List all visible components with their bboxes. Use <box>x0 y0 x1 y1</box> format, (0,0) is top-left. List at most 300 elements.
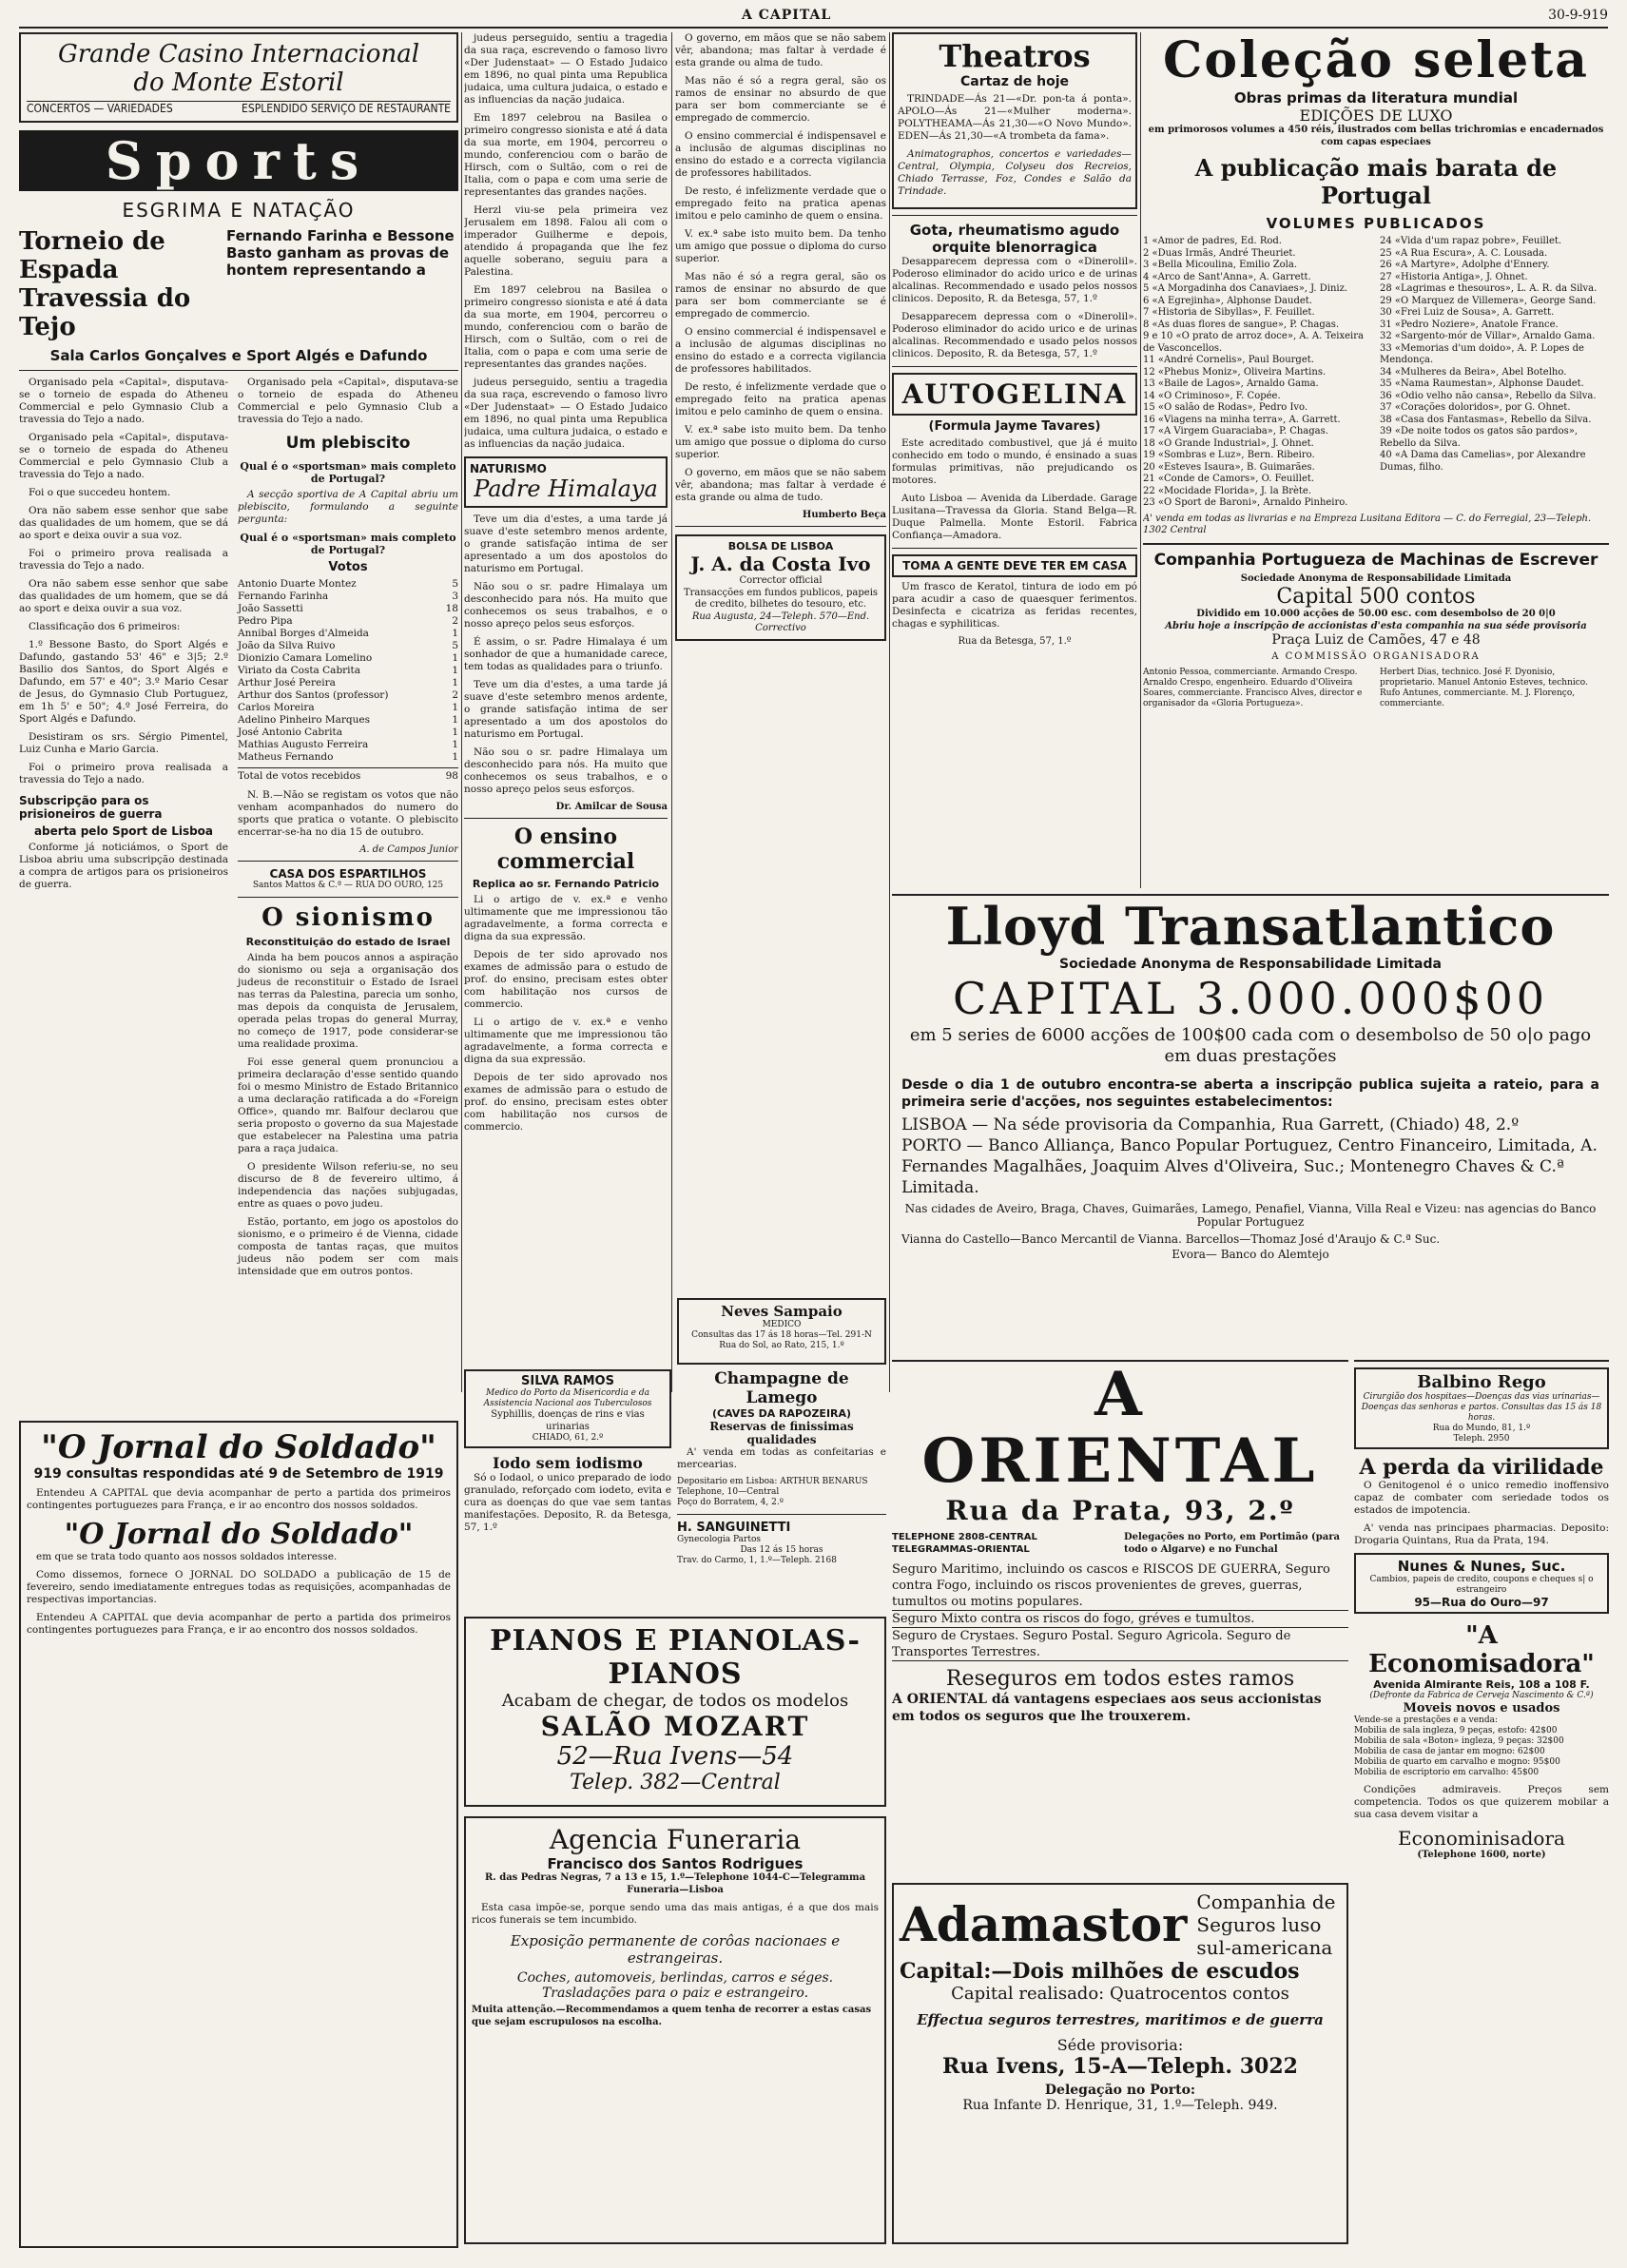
colecao-list-right <box>1380 236 1609 510</box>
colecao-sub1: Obras primas da literatura mundial <box>1233 89 1519 107</box>
silva-sub: Medico do Porto da Misericordia e da Assistencia Nacional aos Tuberculosos <box>483 1388 652 1408</box>
oriental-title: A ORIENTAL <box>921 1359 1319 1497</box>
sionismo-p1: Ainda ha bem poucos annos a aspiração do sionismo ou seja a organisação dos judeus de reconstituir o Estado de Israel nas terras da Palestina, parecia um sonho, mas depois da conquista de Jerusalem, operada pelas tropas do general Murray, no começo de 1917, pode considerar-se uma realidade proxima. <box>238 952 458 1050</box>
colecao-volume: 7 «Historia de Sibyllas», F. Feuillet. <box>1143 307 1315 318</box>
maquinas-members-right: Herbert Dias, technico. José F. Dyonisio, proprietario. Manuel Antonio Esteves, technico. Rufo Antunes, commerciante. M. J. Florenço, commerciante. <box>1380 667 1588 708</box>
adamastor-sede: Rua Ivens, 15-A—Teleph. 3022 <box>942 2054 1298 2079</box>
vote-count: 1 <box>452 702 458 713</box>
maquinas-members-left: Antonio Pessoa, commerciante. Armando Crespo. Arnaldo Crespo, engenheiro. Eduardo d'Oliveira Soares, commerciante. Francisco Alves, director e organisador da «Gloria Portugueza». <box>1143 667 1363 708</box>
economisadora-item: Mobilia de sala «Boton» ingleza, 9 peças: 32$00 <box>1354 1736 1564 1746</box>
casino-title-2: do Monte Estoril <box>133 68 344 97</box>
colecao-volume: 15 «O salão de Rodas», Pedro Ivo. <box>1143 402 1308 413</box>
colecao-volume: 18 «O Grande Industrial», J. Ohnet. <box>1143 437 1314 449</box>
colecao-volume: 1 «Amor de padres, Ed. Rod. <box>1143 236 1282 246</box>
neves-sub: MEDICO <box>762 1320 802 1329</box>
maquinas-capital: Capital 500 contos <box>1276 585 1476 609</box>
bolsa-ad <box>675 534 886 641</box>
votes-total-label: Total de votos recebidos <box>238 770 361 782</box>
vote-count: 1 <box>452 652 458 664</box>
economisadora-addr: Avenida Almirante Reis, 108 a 108 F. <box>1373 1678 1590 1691</box>
autogelina-title-box <box>892 373 1137 416</box>
c3-p1b: O governo, em mãos que se não sabem vêr, abandona; mas faltar à verdade é esta grande ou alma de tudo. <box>675 467 886 503</box>
neves-address: Rua do Sol, ao Rato, 215, 1.º <box>719 1341 844 1350</box>
vote-name: Arthur José Pereira <box>238 677 336 688</box>
column-sports <box>19 32 458 2248</box>
colecao-volume: 17 «A Virgem Guaraciaba», P. Chagas. <box>1143 426 1328 436</box>
sports-p1b: Organisado pela «Capital», disputava-se o torneio de espada do Atheneu Commercial e pelo Gymnasio Club a travessia do Tejo a nado. <box>19 432 228 480</box>
silva-ad <box>464 1369 671 1448</box>
subscricao-body: Conforme já noticiámos, o Sport de Lisboa abriu uma subscripção destinada a compra de artigos para os prisioneiros de guerra. <box>19 842 228 890</box>
c3-p4: De resto, é infelizmente verdade que o empregado feito na pratica apenas imitou e pelo caminho de quem o ensina. <box>675 185 886 222</box>
column-rule <box>889 32 890 1392</box>
vote-count: 1 <box>452 628 458 639</box>
economisadora-items <box>1354 1716 1609 1778</box>
sports-p5: Classificação dos 6 primeiros: <box>29 621 181 632</box>
casino-sub-left: CONCERTOS — VARIEDADES <box>27 102 173 115</box>
virilidade-deposito: A' venda nas principaes pharmacias. Deposito: Drogaria Quintans, Rua da Prata, 194. <box>1354 1522 1609 1546</box>
c3-p5b: V. ex.ª sabe isto muito bem. Da tenho um amigo que possue o diploma do curso superior. <box>675 424 886 460</box>
bolsa-sub2: Transacções em fundos publicos, papeis de credito, bilhetes do tesouro, etc. <box>683 587 879 610</box>
nunes-title: Nunes & Nunes, Suc. <box>1397 1558 1566 1575</box>
colecao-volume: 23 «O Sport de Baroni», Arnaldo Pinheiro. <box>1143 497 1348 508</box>
votes-list <box>238 578 458 764</box>
economisadora-sub: Moveis novos e usados <box>1403 1701 1560 1716</box>
economisadora-item: Mobilia de sala ingleza, 9 peças, estofo: 42$00 <box>1354 1726 1558 1735</box>
jornal-p1b: Entendeu A CAPITAL que devia acompanhar de perto a partida dos primeiros contingentes portuguezes para França, e ir ao encontro dos nossos soldados. <box>27 1612 451 1636</box>
adamastor-realisado: Capital realisado: Quatrocentos contos <box>951 1984 1289 2004</box>
autogelina-subtitle: (Formula Jayme Tavares) <box>928 419 1101 434</box>
casino-title-1: Grande Casino Internacional <box>57 40 420 68</box>
colecao-footer: A' venda em todas as livrarias e na Empreza Lusitana Editora — C. do Ferregial, 23—Teleph. 1302 Central <box>1143 513 1592 535</box>
colecao-volume: 28 «Lagrimas e thesouros», L. A. R. da Silva. <box>1380 283 1598 294</box>
theatros-subtitle: Cartaz de hoje <box>959 74 1070 89</box>
c3-p4b: De resto, é infelizmente verdade que o empregado feito na pratica apenas imitou e pelo caminho de quem o ensina. <box>675 381 886 417</box>
champagne-body: A' venda em todas as confeitarias e mercearias. <box>677 1446 886 1470</box>
vote-name: Carlos Moreira <box>238 702 315 713</box>
vote-name: Mathias Augusto Ferreira <box>238 739 369 750</box>
vote-count: 2 <box>452 689 458 701</box>
gente-body: Um frasco de Keratol, tintura de iodo em pó para acudir a caso de quaesquer ferimentos. Desinfecta e cicatriza as feridas recentes, chagas e syphiliticas. <box>892 581 1137 630</box>
colecao-volume: 6 «A Egrejinha», Alphonse Daudet. <box>1143 295 1312 306</box>
jornal-p2: em que se trata todo quanto aos nossos soldados interesse. <box>36 1551 338 1562</box>
subscricao-title: Subscripção para os prisioneiros de guerra <box>19 794 163 821</box>
column-rule <box>671 32 672 1392</box>
balbino-body: Cirurgião dos hospitaes—Doenças das vias urinarias—Doenças das senhoras e partos. Consultas das 15 ás 18 horas. <box>1361 1392 1602 1423</box>
bolsa-address: Rua Augusta, 24—Teleph. 570—End. Correctivo <box>691 611 870 633</box>
c3-p3: O ensino commercial é indispensavel e a inclusão de algumas disciplinas no ensino do estado e a correcta vigilancia de professores habilitados. <box>675 130 886 179</box>
lloyd-vianna: Vianna do Castello—Banco Mercantil de Vianna. Barcellos—Thomaz José d'Araujo & C.ª Suc. <box>901 1232 1441 1246</box>
vote-count: 1 <box>452 677 458 688</box>
maquinas-com: A COMMISSÃO ORGANISADORA <box>1271 651 1481 662</box>
ensino-signature: Humberto Beça <box>802 510 886 520</box>
c2-p1b: judeus perseguido, sentiu a tragedia da sua raça, escrevendo o famoso livro «Der Judenstaat» — O Estado Judaico em 1896, no qual pinta uma Republica judaica, uma cultura judaica, o estado e as influencias da nação judaica. <box>464 377 668 450</box>
sports-p6: Desistiram os srs. Sérgio Pimentel, Luiz Cunha e Mario Garcia. <box>19 731 228 755</box>
gente-title: TOMA A GENTE DEVE TER EM CASA <box>892 554 1137 577</box>
naturismo-p1: Teve um dia d'estes, a uma tarde já suave d'este setembro menos ardente, o grande satisfação intima de ser apresentado a um dos apostolos do naturismo em Portugal. <box>464 514 668 574</box>
ensino-p1: Li o artigo de v. ex.ª e venho ultimamente que me impressionou tão agradavelmente, a forma correcta e digna da sua expressão. <box>464 894 668 942</box>
oriental-lines <box>892 1561 1348 1661</box>
champagne-phone: Telephone, 10—Central <box>677 1487 780 1497</box>
vote-name: Arthur dos Santos (professor) <box>238 689 389 701</box>
colecao-volume: 12 «Phebus Moniz», Oliveira Martins. <box>1143 366 1327 378</box>
colecao-volume: 35 «Nama Raumestan», Alphonse Daudet. <box>1380 378 1584 389</box>
pianos-salon: SALÃO MOZART <box>540 1711 810 1742</box>
oriental-tel: TELEPHONE 2808-CENTRAL TELEGRAMMAS-ORIENTAL <box>892 1532 1037 1555</box>
autogelina-body: Este acreditado combustivel, que já é muito conhecido em todo o mundo, é ensinado a suas formulas primitivas, não prejudicando os motores. <box>892 437 1137 486</box>
naturismo-signature: Dr. Amilcar de Sousa <box>555 802 668 812</box>
oriental-deleg: Delegações no Porto, em Portimão (para todo o Algarve) e no Funchal <box>1124 1532 1340 1555</box>
adamastor-deleg: Rua Infante D. Henrique, 31, 1.º—Teleph. 949. <box>962 2098 1278 2113</box>
vote-count: 1 <box>452 727 458 738</box>
balbino-phone: Teleph. 2950 <box>1453 1434 1510 1444</box>
vote-row <box>238 739 458 751</box>
bolsa-name: J. A. da Costa Ivo <box>690 552 871 575</box>
silva-title: SILVA RAMOS <box>521 1374 614 1388</box>
iodismo-title: Iodo sem iodismo <box>493 1454 643 1472</box>
colecao-volume: 19 «Sombras e Luz», Bern. Ribeiro. <box>1143 450 1315 460</box>
espartilhos-title: CASA DOS ESPARTILHOS <box>269 867 427 881</box>
column-rule <box>1140 32 1141 888</box>
neves-body: Consultas das 17 ás 18 horas—Tel. 291-N <box>691 1330 872 1340</box>
jornal-p1: Entendeu A CAPITAL que devia acompanhar de perto a partida dos primeiros contingentes portuguezes para França, e ir ao encontro dos nossos soldados. <box>27 1487 451 1511</box>
c2-p1: judeus perseguido, sentiu a tragedia da sua raça, escrevendo o famoso livro «Der Judenstaat» — O Estado Judaico em 1896, no qual pinta uma Republica judaica, uma cultura judaica, o estado e as influencias da nação judaica. <box>464 32 668 106</box>
vote-row <box>238 677 458 689</box>
jornal-title-2: "O Jornal do Soldado" <box>64 1518 414 1551</box>
nunes-addr: 95—Rua do Ouro—97 <box>1414 1596 1549 1609</box>
sports-headline-sub: Sala Carlos Gonçalves e Sport Algés e Dafundo <box>49 347 428 364</box>
gota-body-2: Desapparecem depressa com o «Dinerolil». Poderoso eliminador do acido urico e de urinas alcalinas. Recommendado e usado pelos nossos clinicos. Deposito, R. da Betesga, 57, 1.º <box>892 311 1137 359</box>
balbino-ad <box>1354 1367 1609 1449</box>
maquinas-sub: Sociedade Anonyma de Responsabilidade Limitada <box>1240 572 1512 584</box>
vote-name: João da Silva Ruivo <box>238 640 336 651</box>
sanguinetti-name: H. SANGUINETTI <box>677 1521 791 1535</box>
vote-count: 18 <box>445 603 458 614</box>
colecao-title: Coleção seleta <box>1163 32 1589 89</box>
sanguinetti-spec: Gynecologia Partos <box>677 1535 761 1544</box>
funeraria-address: R. das Pedras Negras, 7 a 13 e 15, 1.º—Telephone 1044-C—Telegramma Funeraria—Lisboa <box>484 1872 866 1895</box>
naturismo-p2: Não sou o sr. padre Himalaya um desconhecido para nós. Ha muito que conhecemos os seus trabalhos, e o nosso apreço pelos seus esforços. <box>464 581 668 630</box>
vote-row <box>238 689 458 702</box>
vote-count: 3 <box>452 591 458 602</box>
funeraria-coches: Coches, automoveis, berlindas, carros e séges. Trasladações para o paiz e estrangeiro. <box>516 1970 834 2001</box>
vote-name: Matheus Fernando <box>238 751 334 763</box>
gota-subtitle: orquite blenorragica <box>932 239 1097 256</box>
colecao-volume: 38 «Casa dos Fantasmas», Rebello da Silva. <box>1380 414 1592 425</box>
funeraria-attn: Muita attenção.—Recommendamos a quem tenha de recorrer a estas casas que sejam escrupulosos na escolha. <box>472 2005 872 2027</box>
vote-name: Antonio Duarte Montez <box>238 578 357 590</box>
vote-row <box>238 727 458 739</box>
sionismo-subtitle: Reconstituição do estado de Israel <box>245 936 451 948</box>
naturismo-label: NATURISMO <box>470 462 547 475</box>
vote-count: 1 <box>452 739 458 750</box>
sionismo-p2: Foi esse general quem pronunciou a primeira declaração d'esse sentido quando foi o mesmo Ministro de Estado Britannico a uma declaração ratificada a do «Foreign Office», quando mr. Balfour declarou que seria proposto o governo da sua Majestade que estabelecer na Palestina uma patria para a raça judaica. <box>238 1056 458 1154</box>
c2-p2: Em 1897 celebrou na Basilea o primeiro congresso sionista e até á data da sua morte, em 1904, percorreu o mundo, conferenciou com o barão de Hirsch, com o Sultão, com o rei de Italia, com o papa e com uma serie de representantes das grandes nações. <box>464 112 668 198</box>
gota-body: Desapparecem depressa com o «Dinerolil». Poderoso eliminador do acido urico e de urinas alcalinas. Recommendado e usado pelos nossos clinicos. Deposito, R. da Betesga, 57, 1.º <box>892 256 1137 304</box>
gota-title: Gota, rheumatismo agudo <box>909 222 1120 239</box>
funeraria-exp: Exposição permanente de corôas nacionaes e estrangeiras. <box>510 1932 841 1967</box>
colecao-volume: 9 e 10 «O prato de arroz doce», A. A. Teixeira de Vasconcellos. <box>1143 331 1364 354</box>
plebiscito-title: Um plebiscito <box>285 434 411 453</box>
lloyd-title: Lloyd Transatlantico <box>945 896 1556 957</box>
silva-body: Syphillis, doenças de rins e vias urinarias <box>491 1409 645 1432</box>
plebiscito-article <box>238 377 458 1284</box>
colecao-volume: 33 «Memorias d'um doido», A. P. Lopes de Mendonça. <box>1380 342 1584 365</box>
funeraria-ad <box>464 1816 886 2244</box>
column-rule <box>461 32 462 1392</box>
funeraria-owner: Francisco dos Santos Rodrigues <box>547 1855 804 1872</box>
sports-p1c: Organisado pela «Capital», disputava-se o torneio de espada do Atheneu Commercial e pelo Gymnasio Club a travessia do Tejo a nado. <box>238 377 458 425</box>
naturismo-p1b: Teve um dia d'estes, a uma tarde já suave d'este setembro menos ardente, o grande satisfação intima de ser apresentado a um dos apostolos do naturismo em Portugal. <box>464 679 668 740</box>
economisadora-item: Mobilia de casa de jantar em mogno: 62$00 <box>1354 1747 1545 1756</box>
colecao-volume: 40 «A Dama das Camelias», por Alexandre Dumas, filho. <box>1380 450 1586 473</box>
lloyd-desde: Desde o dia 1 de outubro encontra-se aberta a inscripção publica sujeita a rateio, para a primeira serie d'acções, nos seguintes estabelecimentos: <box>901 1077 1599 1110</box>
colecao-volume: 31 «Pedro Noziere», Anatole France. <box>1380 319 1559 330</box>
ensino-title: O ensino commercial <box>496 824 635 874</box>
c3-p3b: O ensino commercial é indispensavel e a inclusão de algumas disciplinas no ensino do estado e a correcta vigilancia de professores habilitados. <box>675 326 886 375</box>
colecao-volume: 39 «De noite todos os gatos são pardos», Rebello da Silva. <box>1380 426 1579 449</box>
adamastor-deleg-label: Delegação no Porto: <box>1044 2083 1196 2098</box>
casino-ad <box>19 32 458 123</box>
colecao-volume: 26 «A Martyre», Adolphe d'Ennery. <box>1380 260 1550 270</box>
sports-p3: Ora não sabem esse senhor que sabe das qualidades de um homem, que se dá ao sport e deixa ouvir a sua voz. <box>19 505 228 541</box>
iodismo-body: Só o Iodaol, o unico preparado de iodo granulado, reforçado com iodeto, evita e cura as doenças do que vae sem tantas manifestações. Deposito, R. da Betesga, 57, 1.º <box>464 1472 671 1533</box>
lloyd-sub: Sociedade Anonyma de Responsabilidade Limitada <box>1059 957 1442 972</box>
lloyd-capital: CAPITAL 3.000.000$00 <box>952 973 1548 1024</box>
colecao-sub3: em primorosos volumes a 450 réis, ilustrados com bellas trichromias e encadernados com capas especiaes <box>1148 125 1604 147</box>
neves-title: Neves Sampaio <box>721 1303 843 1320</box>
vote-row <box>238 628 458 640</box>
maquinas-addr: Praça Luiz de Camões, 47 e 48 <box>1271 632 1481 648</box>
colecao-headline: A publicação mais barata de Portugal <box>1194 154 1558 209</box>
jornal-p3: Como dissemos, fornece O JORNAL DO SOLDADO a publicação de 15 de fevereiro, sendo imediatamente entregues todas as requisições, acompanhadas de respectivas importancias. <box>27 1569 451 1605</box>
sionismo-title: O sionismo <box>261 903 435 932</box>
theatros-ad <box>892 32 1137 209</box>
oriental-line: Seguro de Crystaes. Seguro Postal. Seguro Agricola. Seguro de Transportes Terrestres. <box>892 1628 1348 1661</box>
lloyd-porto: PORTO — Banco Alliança, Banco Popular Portuguez, Centro Financeiro, Limitada, A. Fernandes Magalhães, Joaquim Alves d'Oliveira, Suc.; Montenegro Chaves & C.ª Limitada. <box>901 1136 1598 1197</box>
colecao-volume: 2 «Duas Irmãs, André Theuriet. <box>1143 247 1296 259</box>
virilidade-body: O Genitogenol é o unico remedio inoffensivo capaz de combater com seriedade todos os estados de impotencia. <box>1354 1480 1609 1516</box>
vote-row <box>238 702 458 714</box>
colecao-volume: 16 «Viagens na minha terra», A. Garrett. <box>1143 414 1341 425</box>
champagne-sub2: Reservas de finissimas qualidades <box>709 1420 854 1446</box>
theatros-anim: Animatographos, concertos e variedades—Central, Olympia, Colyseu dos Recreios, Chiado Terrasse, Foz, Condes e Salão da Trindade. <box>898 148 1132 197</box>
c2-p2b: Em 1897 celebrou na Basilea o primeiro congresso sionista e até á data da sua morte, em 1904, percorreu o mundo, conferenciou com o barão de Hirsch, com o Sultão, com o rei de Italia, com o papa e com uma serie de representantes das grandes nações. <box>464 284 668 370</box>
pianos-title: PIANOS E PIANOLAS-PIANOS <box>490 1624 861 1691</box>
vote-count: 5 <box>452 578 458 590</box>
colecao-volume: 27 «Historia Antiga», J. Ohnet. <box>1380 271 1528 282</box>
colecao-list-left <box>1143 236 1372 510</box>
neves-ad <box>677 1298 886 1365</box>
economisadora-item: Mobilia de quarto em carvalho e mogno: 95$00 <box>1354 1757 1560 1767</box>
column-articles-a <box>464 32 668 1392</box>
vote-name: Viriato da Costa Cabrita <box>238 665 361 676</box>
adamastor-company: Companhia de Seguros luso sul-americana <box>1196 1890 1336 1959</box>
maquinas-div: Dividido em 10.000 acções de 50.00 esc. com desembolso de 20 0|0 <box>1196 609 1556 619</box>
bolsa-sub1: Corrector official <box>739 575 823 586</box>
vote-name: Annibal Borges d'Almeida <box>238 628 369 639</box>
vote-name: Adelino Pinheiro Marques <box>238 714 370 726</box>
balbino-name: Balbino Rego <box>1417 1372 1546 1392</box>
oriental-line: Seguro Mixto contra os riscos do fogo, gréves e tumultos. <box>892 1611 1348 1628</box>
sports-p3b: Ora não sabem esse senhor que sabe das qualidades de um homem, que se dá ao sport e deixa ouvir a sua voz. <box>19 578 228 614</box>
vote-name: Dionizio Camara Lomelino <box>238 652 373 664</box>
champagne-deposit: Depositario em Lisboa: ARTHUR BENARUS <box>677 1477 868 1486</box>
sanguinetti-hours: Das 12 ás 15 horas <box>740 1545 823 1555</box>
colecao-volume: 36 «Odio velho não cansa», Rebello da Silva. <box>1380 390 1597 401</box>
adamastor-title: Adamastor <box>900 1896 1188 1952</box>
oriental-slogan: Reseguros em todos estes ramos <box>945 1667 1295 1691</box>
vote-count: 1 <box>452 665 458 676</box>
sports-article <box>19 377 228 1284</box>
vote-row <box>238 615 458 628</box>
vote-row <box>238 714 458 727</box>
sanguinetti-address: Trav. do Carmo, 1, 1.º—Teleph. 2168 <box>677 1556 837 1565</box>
vote-row <box>238 578 458 591</box>
plebiscito-intro: A secção sportiva de A Capital abriu um plebiscito, formulando a seguinte pergunta: <box>238 489 458 525</box>
vote-row <box>238 652 458 665</box>
colecao-volume: 25 «A Rua Escura», A. C. Lousada. <box>1380 247 1548 259</box>
colecao-volume: 4 «Arco de Sant'Anna», A. Garrett. <box>1143 271 1311 282</box>
casino-sub-right: ESPLENDIDO SERVIÇO DE RESTAURANTE <box>242 102 451 115</box>
economisadora-cond: Condições admiraveis. Preços sem competencia. Todos os que quizerem mobilar a sua casa devem visitar a <box>1354 1784 1609 1820</box>
ensino-p1b: Li o artigo de v. ex.ª e venho ultimamente que me impressionou tão agradavelmente, a forma correcta e digna da sua expressão. <box>464 1017 668 1065</box>
lloyd-cidades: Nas cidades de Aveiro, Braga, Chaves, Guimarães, Lamego, Penafiel, Vianna, Villa Real e Vizeu: nas agencias do Banco Popular Portuguez <box>904 1202 1597 1229</box>
plebiscito-note: N. B.—Não se registam os votos que não venham acompanhados do numero do sports que pratica o votante. O plebiscito encerrar-se-ha no dia 15 de outubro. <box>238 789 458 838</box>
vote-count: 1 <box>452 751 458 763</box>
economisadora-title: "A Economisadora" <box>1368 1621 1595 1678</box>
vote-row <box>238 640 458 652</box>
naturismo-p2b: Não sou o sr. padre Himalaya um desconhecido para nós. Ha muito que conhecemos os seus trabalhos, e o nosso apreço pelos seus esforços. <box>464 746 668 795</box>
sports-p4: Foi o primeiro prova realisada a travessia do Tejo a nado. <box>19 548 228 572</box>
pianos-address: 52—Rua Ivens—54 <box>556 1742 794 1771</box>
economisadora-phone: (Telephone 1600, norte) <box>1417 1850 1546 1860</box>
subscricao-sub: aberta pelo Sport de Lisboa <box>33 824 214 838</box>
sports-headline-left: Torneio de Espada Travessia do Tejo <box>19 227 191 341</box>
colecao-volume: 13 «Baile de Lagos», Arnaldo Gama. <box>1143 378 1319 389</box>
right-small-ads <box>1354 1360 1609 2246</box>
colecao-volume: 30 «Frei Luiz de Sousa», A. Garrett. <box>1380 307 1555 318</box>
column-ads-a <box>892 32 1137 888</box>
champagne-title: Champagne de Lamego <box>714 1369 849 1407</box>
theatros-title: Theatros <box>939 38 1091 74</box>
lloyd-evora: Evora— Banco do Alemtejo <box>1172 1248 1329 1261</box>
funeraria-title: Agencia Funeraria <box>549 1824 802 1855</box>
vote-count: 1 <box>452 714 458 726</box>
vote-name: João Sassetti <box>238 603 303 614</box>
nunes-ad <box>1354 1553 1609 1614</box>
colecao-volume: 11 «André Cornelis», Paul Bourget. <box>1143 355 1314 365</box>
colecao-vol-title: VOLUMES PUBLICADOS <box>1266 215 1486 232</box>
c3-p2: Mas não é só a regra geral, são os ramos de ensinar no absurdo de que para ser bom commerciante se é empregado de commercio. <box>675 75 886 124</box>
maquinas-title: Companhia Portugueza de Machinas de Escrever <box>1153 550 1598 570</box>
colecao-volume: 37 «Corações doloridos», por G. Ohnet. <box>1380 402 1571 413</box>
economisadora-brand: Econominisadora <box>1398 1827 1565 1850</box>
vote-row <box>238 665 458 677</box>
maquinas-open: Abriu hoje a inscripção de accionistas d'esta companhia na sua séde provisoria <box>1165 620 1587 631</box>
oriental-slogan2: A ORIENTAL dá vantagens especiaes aos seus accionistas em todos os seguros que lhe trouxerem. <box>892 1692 1322 1724</box>
colecao-volume: 29 «O Marquez de Villemera», George Sand. <box>1380 295 1597 306</box>
adamastor-capital: Capital:—Dois milhões de escudos <box>900 1959 1300 1984</box>
oriental-addr: Rua da Prata, 93, 2.º <box>945 1495 1295 1526</box>
colecao-sub2: EDIÇÕES DE LUXO <box>1299 107 1453 125</box>
lloyd-series: em 5 series de 6000 acções de 100$00 cada com o desembolso de 50 o|o pago em duas prestações <box>909 1025 1592 1066</box>
plebiscito-question: Qual é o «sportsman» mais completo de Portugal? <box>240 460 456 485</box>
champagne-address: Poço do Borratem, 4, 2.º <box>677 1498 784 1507</box>
colecao-volume: 21 «Conde de Camors», O. Feuillet. <box>1143 474 1315 484</box>
bolsa-title: BOLSA DE LISBOA <box>727 540 834 552</box>
votes-title: Votos <box>328 560 368 574</box>
autogelina-title: AUTOGELINA <box>901 378 1128 410</box>
economisadora-note: (Defronte da Fabrica de Cerveja Nascimento & C.ª) <box>1369 1691 1594 1700</box>
virilidade-title: A perda da virilidade <box>1359 1455 1604 1480</box>
vote-count: 5 <box>452 640 458 651</box>
vote-row <box>238 591 458 603</box>
colecao-volume: 8 «As duas flores de sangue», P. Chagas. <box>1143 319 1340 330</box>
vote-name: Pedro Pipa <box>238 615 293 627</box>
adamastor-ad <box>892 1883 1348 2244</box>
lloyd-ad <box>892 894 1609 1352</box>
gente-address: Rua da Betesga, 57, 1.º <box>958 636 1072 647</box>
masthead <box>19 6 1608 29</box>
vote-name: Fernando Farinha <box>238 591 329 602</box>
sports-section: ESGRIMA E NATAÇÃO <box>122 199 356 222</box>
sports-p4b: Foi o primeiro prova realisada a travessia do Tejo a nado. <box>19 762 228 785</box>
economisadora-item: Vende-se a prestações e a venda: <box>1354 1716 1498 1725</box>
pianos-phone: Telep. 382—Central <box>570 1771 781 1794</box>
vote-row <box>238 751 458 764</box>
colecao-volume: 3 «Bella Micoulina, Emilio Zola. <box>1143 260 1298 270</box>
pianos-sub: Acabam de chegar, de todos os modelos <box>501 1691 849 1711</box>
masthead-title: A CAPITAL <box>742 8 832 23</box>
jornal-sub: 919 consultas respondidas até 9 de Setembro de 1919 <box>33 1466 444 1482</box>
vote-row <box>238 603 458 615</box>
silva-address: CHIADO, 61, 2.º <box>532 1433 604 1443</box>
votes-total: 98 <box>445 770 458 782</box>
autogelina-dealers: Auto Lisboa — Avenida da Liberdade. Garage Lusitana—Travessa da Gloria. Stand Belga—R. Duque Palmella. Monte Estoril. Fabrica Confiança—Amadora. <box>892 493 1137 541</box>
column-articles-b <box>675 32 886 1392</box>
naturismo-p3: É assim, o sr. Padre Himalaya é um sonhador de que a humanidade carece, tem todas as qualidades para o triunfo. <box>464 636 668 672</box>
plebiscito-signature: A. de Campos Junior <box>359 844 458 855</box>
colecao-volume: 32 «Sargento-mór de Villar», Arnaldo Gama. <box>1380 331 1596 341</box>
adamastor-sede-label: Séde provisoria: <box>1056 2036 1184 2054</box>
colecao-volume: 14 «O Criminoso», F. Copée. <box>1143 390 1281 401</box>
balbino-addr: Rua do Mundo, 81, 1.º <box>1432 1424 1531 1433</box>
vote-count: 2 <box>452 615 458 627</box>
economisadora-item: Mobilia de escriptorio em carvalho: 45$00 <box>1354 1768 1540 1777</box>
naturismo-title: Padre Himalaya <box>474 475 658 502</box>
sionismo-p3: O presidente Wilson referiu-se, no seu discurso de 8 de fevereiro ultimo, á independencia das nações subjugadas, entre as quaes o povo judeu. <box>238 1161 458 1210</box>
oriental-line: Seguro Maritimo, incluindo os cascos e RISCOS DE GUERRA, Seguro contra Fogo, incluindo os riscos provenientes de greves, guerras, tumultos ou motins populares. <box>892 1561 1348 1611</box>
theatros-body: TRINDADE—Ás 21—«Dr. pon-ta á ponta». APOLO—Ás 21—«Mulher moderna». POLYTHEAMA—Ás 21,30—«O Novo Mundo». EDEN—Ás 21,30—«A trombeta da fama». <box>898 93 1132 142</box>
colecao-volume: 20 «Esteves Isaura», B. Guimarães. <box>1143 461 1315 473</box>
sports-banner: Sports <box>19 130 458 191</box>
pianos-ad <box>464 1617 886 1807</box>
c3-p1: O governo, em mãos que se não sabem vêr, abandona; mas faltar à verdade é esta grande ou alma de tudo. <box>675 32 886 68</box>
sports-results: 1.º Bessone Basto, do Sport Algés e Dafundo, gastando 53' 46" e 3|5; 2.º Basilio dos Santos, do Sport Algés e Dafundo, em 57' e 40"; 3.º Mario Cesar de Jesus, do Gymnasio Club Portuguez, em 1h 5' e 50"; 4.º José Ferreira, do Sport Algés e Dafundo. <box>19 639 228 725</box>
vote-name: José Antonio Cabrita <box>238 727 343 738</box>
sports-headline-right: Fernando Farinha e Bessone Basto ganham as provas de hontem representando a <box>226 227 455 279</box>
naturismo-box <box>464 456 668 508</box>
adamastor-effectua: Effectua seguros terrestres, maritimos e de guerra <box>917 2011 1324 2028</box>
espartilhos-address: Santos Mattos & C.ª — RUA DO OURO, 125 <box>252 881 444 890</box>
ensino-p2b: Depois de ter sido aprovado nos exames de admissão para o estudo de prof. do ensino, precisam estes obter com habilitação nos cursos de commercio. <box>464 1072 668 1133</box>
c2-p3: Herzl viu-se pela primeira vez Jerusalem em 1898. Falou ali com o imperador Guilherme e depois, atendido á propaganda que lhe fez aquelle soberano, seguiu para a Palestina. <box>464 204 668 278</box>
sionismo-p4: Estão, portanto, em jogo os apostolos do sionismo, e o primeiro é de Vienna, cidade composta de tantas raças, que muitos judeus não podem ser com mais intensidade que em outros pontos. <box>238 1216 458 1277</box>
nunes-body: Cambios, papeis de credito, coupons e cheques s| o estrangeiro <box>1369 1575 1594 1595</box>
column-ads-b <box>1143 32 1609 888</box>
c3-p2b: Mas não é só a regra geral, são os ramos de ensinar no absurdo de que para ser bom commerciante se é empregado de commercio. <box>675 271 886 320</box>
champagne-sub: (CAVES DA RAPOZEIRA) <box>711 1407 852 1420</box>
